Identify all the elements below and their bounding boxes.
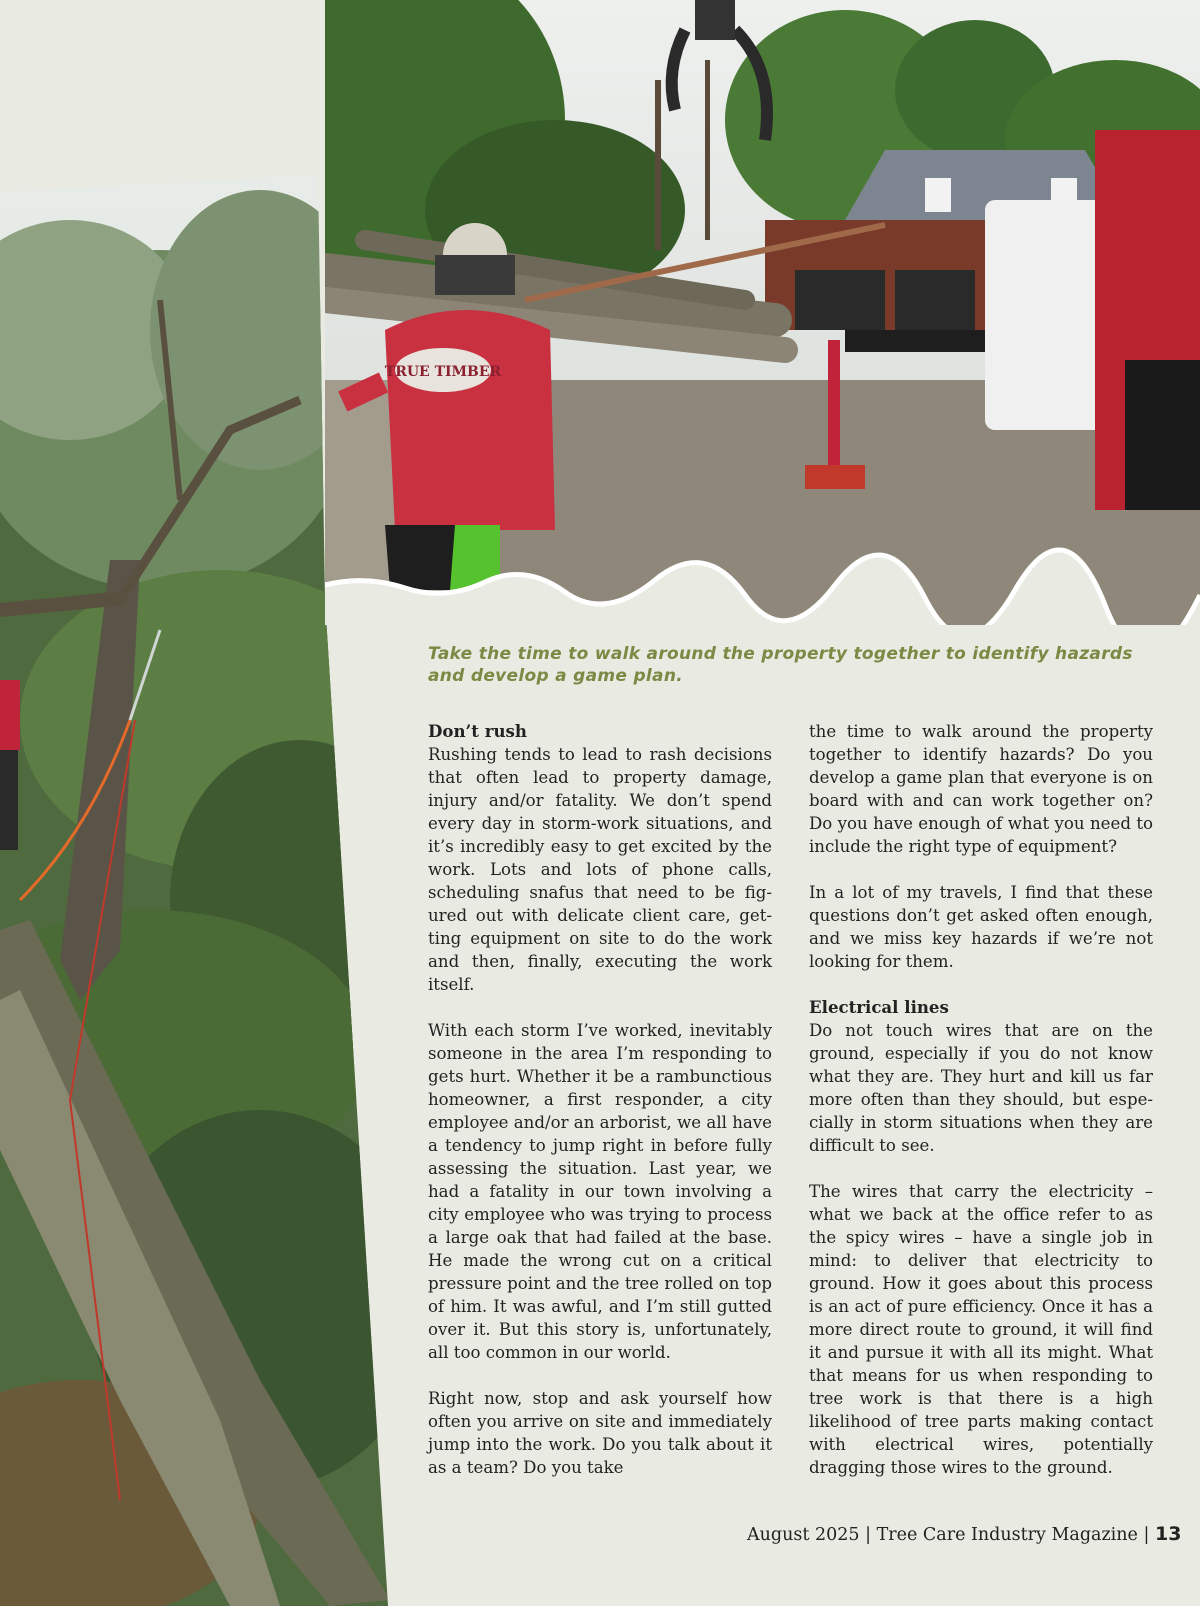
paragraph: The wires that carry the electricity – what we back at the office refer to as the spicy wires – have a single job in mind: to deliver that electricity to ground. How it goes about this process is an act of pure efficiency. Once it has a more direct route to ground, it will find it and pursue it with all its might. What that means for us when responding to tree work is that there is a high likelihood of tree parts making contact with electrical wires, potentially dragging those wires to the ground. bbox=[809, 1182, 1153, 1477]
paragraph: Do not touch wires that are on the ground, especially if you do not know what they are. They hurt and kill us far more often than they should, but especially in storm situations when they are difficult to see. bbox=[809, 1021, 1153, 1155]
paragraph: the time to walk around the property together to identify hazards? Do you develop a game plan that everyone is on board with and can work together on? Do you have enough of what you need to include the right type of equipment? bbox=[809, 722, 1153, 856]
article-column-1 bbox=[428, 720, 772, 1502]
footer-separator: | bbox=[865, 1525, 871, 1545]
magazine-name: Tree Care Industry Magazine bbox=[876, 1525, 1138, 1545]
paragraph: Right now, stop and ask yourself how often you arrive on site and immediately jump into the work. Do you talk about it as a team? Do you take bbox=[428, 1389, 772, 1477]
heading-electrical-lines: Electrical lines bbox=[809, 997, 949, 1017]
article-column-2 bbox=[809, 720, 1153, 1502]
page-number: 13 bbox=[1154, 1523, 1182, 1545]
photo-caption: Take the time to walk around the property together to identify hazards and develop a game plan. bbox=[428, 644, 1133, 686]
heading-dont-rush: Don’t rush bbox=[428, 721, 527, 741]
paragraph: Rushing tends to lead to rash decisions that often lead to property damage, injury and/or fatality. We don’t spend every day in storm-work situations, and it’s incredibly easy to get excited by the work. Lots and lots of phone calls, scheduling snafus that need to be figured out with delicate client care, getting equipment on site to do the work and then, finally, executing the work itself. bbox=[428, 745, 772, 994]
shirt-logo: TRUE TIMBER bbox=[384, 364, 502, 380]
paragraph: In a lot of my travels, I find that these questions don’t get asked often enough, and we miss key hazards if we’re not looking for them. bbox=[809, 883, 1153, 971]
storm-damage-photo bbox=[325, 0, 1200, 625]
paragraph: With each storm I’ve worked, inevitably someone in the area I’m responding to gets hurt. Whether it be a rambunctious homeowner, a first responder, a city employee and/or an arborist, we all have a tendency to jump right in before fully assessing the situation. Last year, we had a fatality in our town involving a city employee who was trying to process a large oak that had failed at the base. He made the wrong cut on a critical pressure point and the tree rolled on top of him. It was awful, and I’m still gutted over it. But this story is, unfortunately, all too common in our world. bbox=[428, 1021, 772, 1362]
footer-separator: | bbox=[1143, 1525, 1150, 1545]
issue-date: August 2025 bbox=[747, 1525, 860, 1545]
page-footer bbox=[747, 1523, 1182, 1545]
